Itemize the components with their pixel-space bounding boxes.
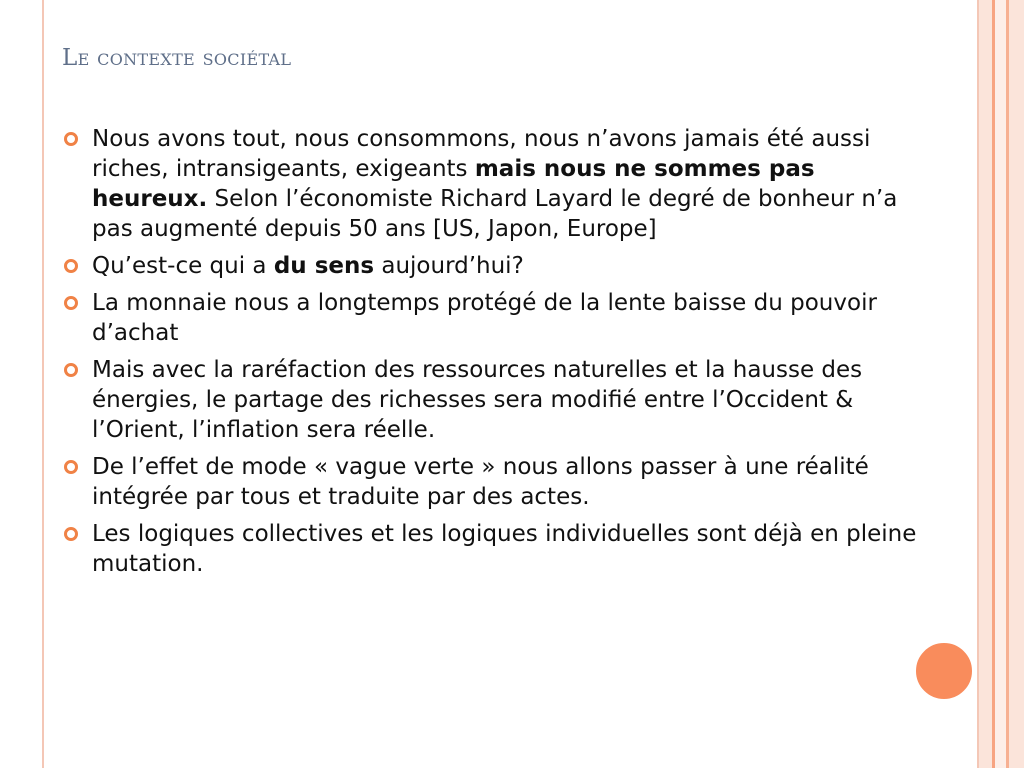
- bullet-list: [62, 124, 918, 586]
- accent-circle: [913, 640, 975, 702]
- bullet-text: [92, 357, 862, 443]
- bullet-text: [92, 521, 916, 577]
- bullet-item: [62, 251, 918, 281]
- bullet-text-part: aujourd’hui?: [374, 253, 524, 279]
- bullet-text-part: Les logiques collectives et les logiques individuelles sont déjà en pleine mutation.: [92, 521, 917, 577]
- bullet-marker-icon: [64, 460, 78, 474]
- bullet-marker-icon: [64, 259, 78, 273]
- bullet-item: [62, 519, 918, 579]
- bullet-text-part: Mais avec la raréfaction des ressources naturelles et la hausse des énergies, le partage des richesses sera modifié entre l’Occident & l’Orient, l’inflation sera réelle.: [92, 357, 863, 443]
- bullet-text-part: De l’effet de mode « vague verte » nous allons passer à une réalité intégrée par tous et traduite par des actes.: [92, 454, 869, 510]
- bullet-emphasis: du sens: [273, 253, 375, 279]
- bullet-text-part: Nous avons tout, nous consommons, nous n’avons jamais été aussi riches, intransigeants, exigeants: [92, 126, 871, 182]
- bullet-marker-icon: [64, 132, 78, 146]
- bullet-item: [62, 288, 918, 348]
- slide-title: Le contexte sociétal: [62, 45, 292, 71]
- bullet-emphasis: mais nous ne sommes pas heureux.: [92, 156, 815, 212]
- bullet-marker-icon: [64, 527, 78, 541]
- bullet-item: [62, 124, 918, 244]
- bullet-text: [92, 454, 869, 510]
- bullet-marker-icon: [64, 296, 78, 310]
- bullet-text-part: Selon l’économiste Richard Layard le degré de bonheur n’a pas augmenté depuis 50 ans [US, Japon, Europe]: [92, 186, 898, 242]
- bullet-text: [92, 126, 897, 242]
- bullet-text-part: La monnaie nous a longtemps protégé de la lente baisse du pouvoir d’achat: [92, 290, 877, 346]
- side-decoration-band: [995, 0, 1006, 768]
- side-decoration-band: [979, 0, 992, 768]
- bullet-item: [62, 452, 918, 512]
- bullet-marker-icon: [64, 363, 78, 377]
- bullet-item: [62, 355, 918, 445]
- bullet-text: [92, 290, 877, 346]
- bullet-text-part: Qu’est-ce qui a: [92, 253, 274, 279]
- bullet-text: [92, 253, 524, 279]
- side-decoration-band: [1009, 0, 1024, 768]
